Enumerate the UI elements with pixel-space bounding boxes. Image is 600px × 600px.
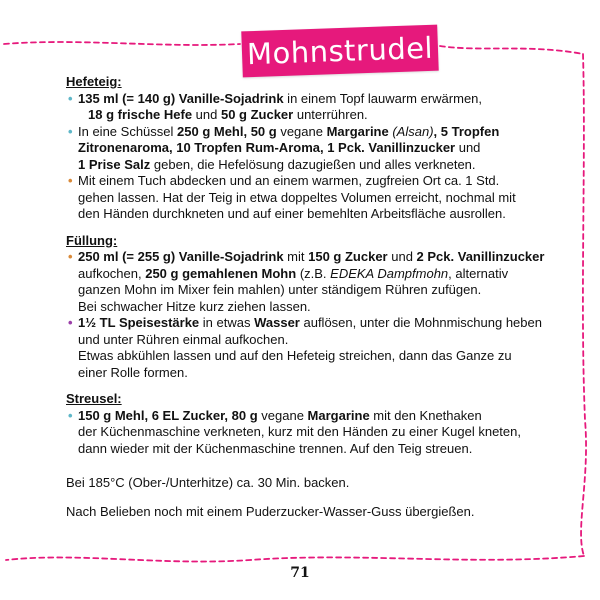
text-line: einer Rolle formen.: [78, 364, 188, 380]
text-line: aufkochen, 250 g gemahlenen Mohn (z.B. EDEKA Dampfmohn, alternativ: [78, 265, 509, 281]
glaze-instruction: Nach Belieben noch mit einem Puderzucker-Wasser-Guss übergießen.: [66, 503, 475, 519]
text-line: 135 ml (= 140 g) Vanille-Sojadrink in einem Topf lauwarm erwärmen,: [78, 90, 483, 106]
bullet-icon: •: [68, 407, 73, 423]
bullet-icon: •: [68, 249, 73, 264]
text-line: 250 ml (= 255 g) Vanille-Sojadrink mit 150 g Zucker und 2 Pck. Vanillinzucker: [78, 249, 545, 264]
text-line: dann wieder mit der Küchenmaschine trennen. Auf den Teig streuen.: [78, 440, 473, 456]
list-item: [66, 249, 556, 315]
text-line: 1 Prise Salz geben, die Hefelösung dazugießen und alles verkneten.: [78, 156, 476, 172]
list-item: [66, 315, 556, 381]
text-line: Etwas abkühlen lassen und auf den Hefeteig streichen, dann das Ganze zu: [78, 348, 512, 363]
bullet-icon: •: [68, 315, 73, 330]
page-title: Mohnstrudel: [246, 30, 434, 72]
bullet-icon: •: [68, 173, 73, 188]
text-line: 18 g frische Hefe und 50 g Zucker unterrühren.: [88, 107, 368, 122]
text-line: 1½ TL Speisestärke in etwas Wasser auflösen, unter die Mohnmischung heben: [78, 315, 542, 330]
text-line: den Händen durchkneten und auf einer bemehlten Arbeitsfläche ausrollen.: [78, 206, 506, 221]
text-line: gehen lassen. Hat der Teig in etwa doppeltes Volumen erreicht, nochmal mit: [78, 189, 516, 205]
text-line: und unter Rühren einmal aufkochen.: [78, 331, 289, 347]
bullet-icon: •: [68, 90, 73, 106]
text-line: Zitronenaroma, 10 Tropfen Rum-Aroma, 1 Pck. Vanillinzucker und: [78, 140, 481, 155]
text-line: Bei schwacher Hitze kurz ziehen lassen.: [78, 298, 311, 314]
text-line: In eine Schüssel 250 g Mehl, 50 g vegane Margarine (Alsan), 5 Tropfen: [78, 123, 500, 139]
list-item: [66, 124, 556, 174]
bullet-icon: •: [68, 123, 73, 139]
list-item: [66, 173, 556, 223]
text-line: der Küchenmaschine verkneten, kurz mit den Händen zu einer Kugel kneten,: [78, 424, 521, 439]
title-banner: [241, 25, 438, 78]
section-heading-hefeteig: Hefeteig:: [66, 74, 122, 89]
list-item: [66, 91, 556, 124]
section-heading-fuellung: Füllung:: [66, 232, 118, 248]
text-line: ganzen Mohn im Mixer fein mahlen) unter ständigem Rühren zufügen.: [78, 282, 482, 297]
section-heading-streusel: Streusel:: [66, 391, 122, 406]
list-item: [66, 408, 556, 458]
baking-instruction: Bei 185°C (Ober-/Unterhitze) ca. 30 Min. backen.: [66, 475, 350, 490]
text-line: 150 g Mehl, 6 EL Zucker, 80 g vegane Margarine mit den Knethaken: [78, 407, 482, 423]
text-line: Mit einem Tuch abdecken und an einem warmen, zugfreien Ort ca. 1 Std.: [78, 173, 500, 188]
recipe-body: [66, 74, 556, 520]
page-number: 71: [290, 565, 310, 581]
